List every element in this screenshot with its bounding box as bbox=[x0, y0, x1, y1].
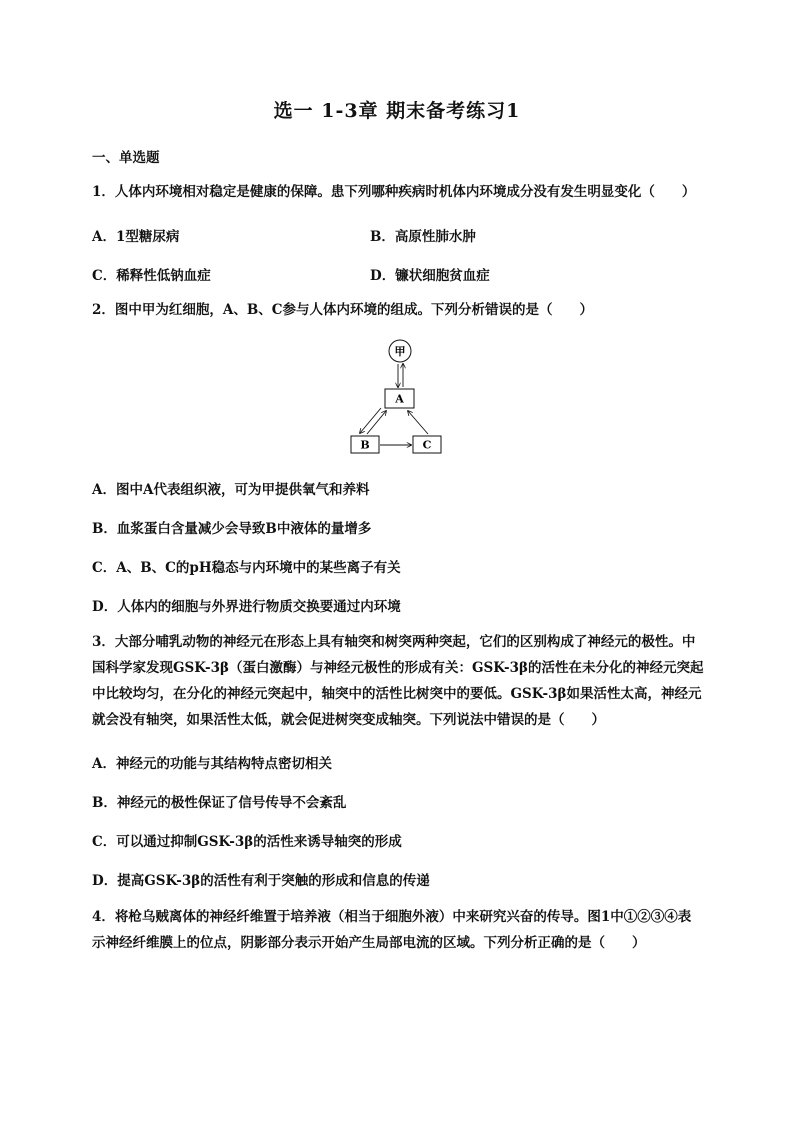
question-1-stem: 1．人体内环境相对稳定是健康的保障。患下列哪种疾病时机体内环境成分没有发生明显变化（ ） bbox=[92, 184, 696, 200]
fluid-exchange-diagram bbox=[345, 338, 445, 458]
diagram-label-a: A bbox=[395, 392, 404, 406]
page-title: 选一 1-3章 期末备考练习1 bbox=[273, 100, 521, 122]
question-2-stem: 2．图中甲为红细胞，A、B、C参与人体内环境的组成。下列分析错误的是（ ） bbox=[92, 302, 594, 318]
question-3-option-b: B．神经元的极性保证了信号传导不会紊乱 bbox=[92, 795, 347, 811]
diagram-label-b: B bbox=[360, 438, 370, 452]
question-1-option-c: C．稀释性低钠血症 bbox=[92, 268, 211, 284]
arrow-b-to-a bbox=[367, 411, 386, 434]
question-3-option-d: D．提高GSK-3β的活性有利于突触的形成和信息的传递 bbox=[92, 873, 430, 889]
section-heading: 一、单选题 bbox=[92, 150, 160, 166]
diagram-label-c: C bbox=[422, 438, 432, 452]
question-2-option-a: A．图中A代表组织液，可为甲提供氧气和养料 bbox=[92, 482, 370, 498]
question-3-stem: 3．大部分哺乳动物的神经元在形态上具有轴突和树突两种突起，它们的区别构成了神经元的极性。中国科学家发现GSK-3β（蛋白激酶）与神经元极性的形成有关：GSK-3β的活性在未分化的神经元突起中比较均匀，在分化的神经元突起中，轴突中的活性比树突中的要低。GSK-3β如果活性太高，神经元就会没有轴突，如果活性太低，就会促进树突变成轴突。下列说法中错误的是（ ） bbox=[92, 634, 704, 728]
question-1-option-a: A．1型糖尿病 bbox=[92, 229, 180, 245]
question-2-option-b: B．血浆蛋白含量减少会导致B中液体的量增多 bbox=[92, 521, 372, 537]
question-4-stem: 4．将枪乌贼离体的神经纤维置于培养液（相当于细胞外液）中来研究兴奋的传导。图1中①②③④表示神经纤维膜上的位点，阴影部分表示开始产生局部电流的区域。下列分析正确的是（ ） bbox=[92, 909, 692, 951]
question-1-option-d: D．镰状细胞贫血症 bbox=[370, 268, 490, 284]
question-2-option-c: C．A、B、C的pH稳态与内环境中的某些离子有关 bbox=[92, 560, 401, 576]
arrow-c-to-a bbox=[408, 411, 428, 434]
question-2-option-d: D．人体内的细胞与外界进行物质交换要通过内环境 bbox=[92, 599, 401, 615]
question-3-option-c: C．可以通过抑制GSK-3β的活性来诱导轴突的形成 bbox=[92, 834, 402, 850]
diagram-label-jia: 甲 bbox=[394, 345, 406, 358]
question-3-option-a: A．神经元的功能与其结构特点密切相关 bbox=[92, 756, 332, 772]
question-1-option-b: B．高原性肺水肿 bbox=[370, 229, 476, 245]
